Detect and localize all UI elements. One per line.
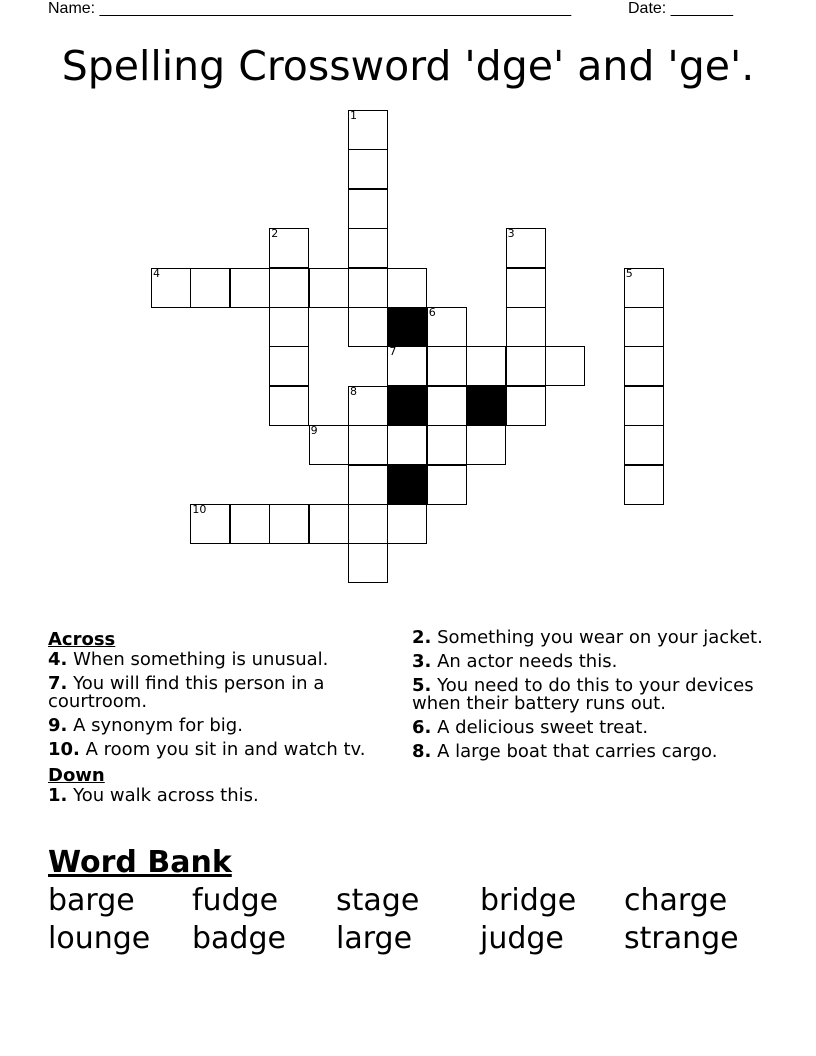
clue-down-1: 1. You walk across this. bbox=[48, 785, 259, 806]
word-bank-title: Word Bank bbox=[48, 845, 232, 880]
cell-number: 5 bbox=[625, 266, 633, 280]
crossword-cell[interactable] bbox=[269, 268, 309, 308]
crossword-cell[interactable] bbox=[427, 425, 467, 465]
clues-right-column bbox=[412, 629, 782, 767]
crossword-cell[interactable] bbox=[269, 228, 309, 268]
crossword-cell[interactable] bbox=[506, 268, 546, 308]
crossword-cell[interactable] bbox=[348, 149, 388, 189]
clue-down-2: 2. Something you wear on your jacket. bbox=[412, 627, 763, 648]
crossword-cell[interactable] bbox=[309, 268, 349, 308]
cell-number: 7 bbox=[389, 345, 397, 359]
crossword-cell[interactable] bbox=[269, 504, 309, 544]
crossword-cell[interactable] bbox=[190, 268, 230, 308]
date-field[interactable]: Date: _______ bbox=[628, 0, 733, 17]
clue-down-5: 5. You need to do this to your devices when their battery runs out. bbox=[412, 675, 754, 714]
crossword-cell[interactable] bbox=[269, 386, 309, 426]
word-bank-item: large bbox=[336, 921, 413, 956]
crossword-cell[interactable] bbox=[506, 386, 546, 426]
cell-number: 9 bbox=[310, 424, 318, 438]
cell-number: 4 bbox=[153, 266, 160, 280]
word-bank-item: judge bbox=[480, 921, 564, 956]
name-field[interactable]: Name: _____________________________________________________ bbox=[48, 0, 572, 17]
crossword-cell[interactable] bbox=[466, 425, 506, 465]
crossword-cell[interactable] bbox=[506, 307, 546, 347]
across-heading: Across bbox=[48, 629, 116, 650]
crossword-cell[interactable] bbox=[309, 504, 349, 544]
clue-down-3: 3. An actor needs this. bbox=[412, 651, 618, 672]
crossword-cell[interactable] bbox=[427, 465, 467, 505]
crossword-cell[interactable] bbox=[427, 346, 467, 386]
crossword-cell[interactable] bbox=[624, 386, 664, 426]
crossword-cell[interactable] bbox=[387, 504, 427, 544]
crossword-cell[interactable] bbox=[348, 189, 388, 229]
clue-across-7: 7. You will find this person in a courtroom. bbox=[48, 673, 325, 712]
crossword-cell[interactable] bbox=[466, 346, 506, 386]
page-title: Spelling Crossword 'dge' and 'ge'. bbox=[61, 42, 755, 90]
crossword-cell[interactable] bbox=[309, 425, 349, 465]
crossword-cell[interactable] bbox=[190, 504, 230, 544]
clue-across-4: 4. When something is unusual. bbox=[48, 649, 329, 670]
word-bank-item: strange bbox=[624, 921, 739, 956]
cell-number: 3 bbox=[507, 227, 515, 241]
crossword-cell[interactable] bbox=[387, 425, 427, 465]
crossword-cell[interactable] bbox=[506, 346, 546, 386]
crossword-cell[interactable] bbox=[545, 346, 585, 386]
crossword-cell[interactable] bbox=[348, 110, 388, 150]
crossword-cell[interactable] bbox=[624, 268, 664, 308]
word-bank-item: fudge bbox=[192, 883, 279, 918]
crossword-block bbox=[387, 465, 427, 505]
clue-across-9: 9. A synonym for big. bbox=[48, 715, 243, 736]
crossword-cell[interactable] bbox=[348, 425, 388, 465]
clues-left-column bbox=[48, 629, 403, 811]
crossword-cell[interactable] bbox=[387, 346, 427, 386]
crossword-cell[interactable] bbox=[624, 465, 664, 505]
word-bank-item: charge bbox=[624, 883, 728, 918]
crossword-cell[interactable] bbox=[348, 228, 388, 268]
crossword-block bbox=[387, 386, 427, 426]
crossword-cell[interactable] bbox=[348, 465, 388, 505]
crossword-cell[interactable] bbox=[624, 307, 664, 347]
cell-number: 8 bbox=[350, 384, 357, 398]
crossword-block bbox=[387, 307, 427, 347]
crossword-cell[interactable] bbox=[506, 228, 546, 268]
clue-across-10: 10. A room you sit in and watch tv. bbox=[48, 739, 366, 760]
crossword-cell[interactable] bbox=[348, 504, 388, 544]
word-bank-item: stage bbox=[336, 883, 420, 918]
crossword-cell[interactable] bbox=[151, 268, 191, 308]
crossword-cell[interactable] bbox=[427, 386, 467, 426]
crossword-cell[interactable] bbox=[348, 268, 388, 308]
word-bank-item: badge bbox=[192, 921, 286, 956]
crossword-cell[interactable] bbox=[230, 268, 270, 308]
crossword-cell[interactable] bbox=[387, 268, 427, 308]
down-heading: Down bbox=[48, 765, 105, 786]
cell-number: 1 bbox=[350, 109, 357, 122]
crossword-cell[interactable] bbox=[348, 543, 388, 583]
crossword-cell[interactable] bbox=[230, 504, 270, 544]
word-bank-item: lounge bbox=[48, 921, 151, 956]
crossword-cell[interactable] bbox=[348, 386, 388, 426]
cell-number: 6 bbox=[428, 306, 436, 319]
cell-number: 10 bbox=[192, 503, 207, 516]
word-bank-item: barge bbox=[48, 883, 135, 918]
cell-number: 2 bbox=[271, 227, 279, 241]
crossword-cell[interactable] bbox=[427, 307, 467, 347]
clue-down-8: 8. A large boat that carries cargo. bbox=[412, 741, 718, 762]
crossword-cell[interactable] bbox=[269, 307, 309, 347]
clue-down-6: 6. A delicious sweet treat. bbox=[412, 717, 649, 738]
crossword-cell[interactable] bbox=[624, 425, 664, 465]
crossword-cell[interactable] bbox=[348, 307, 388, 347]
crossword-cell[interactable] bbox=[624, 346, 664, 386]
word-bank-item: bridge bbox=[480, 883, 577, 918]
crossword-cell[interactable] bbox=[269, 346, 309, 386]
crossword-block bbox=[466, 386, 506, 426]
